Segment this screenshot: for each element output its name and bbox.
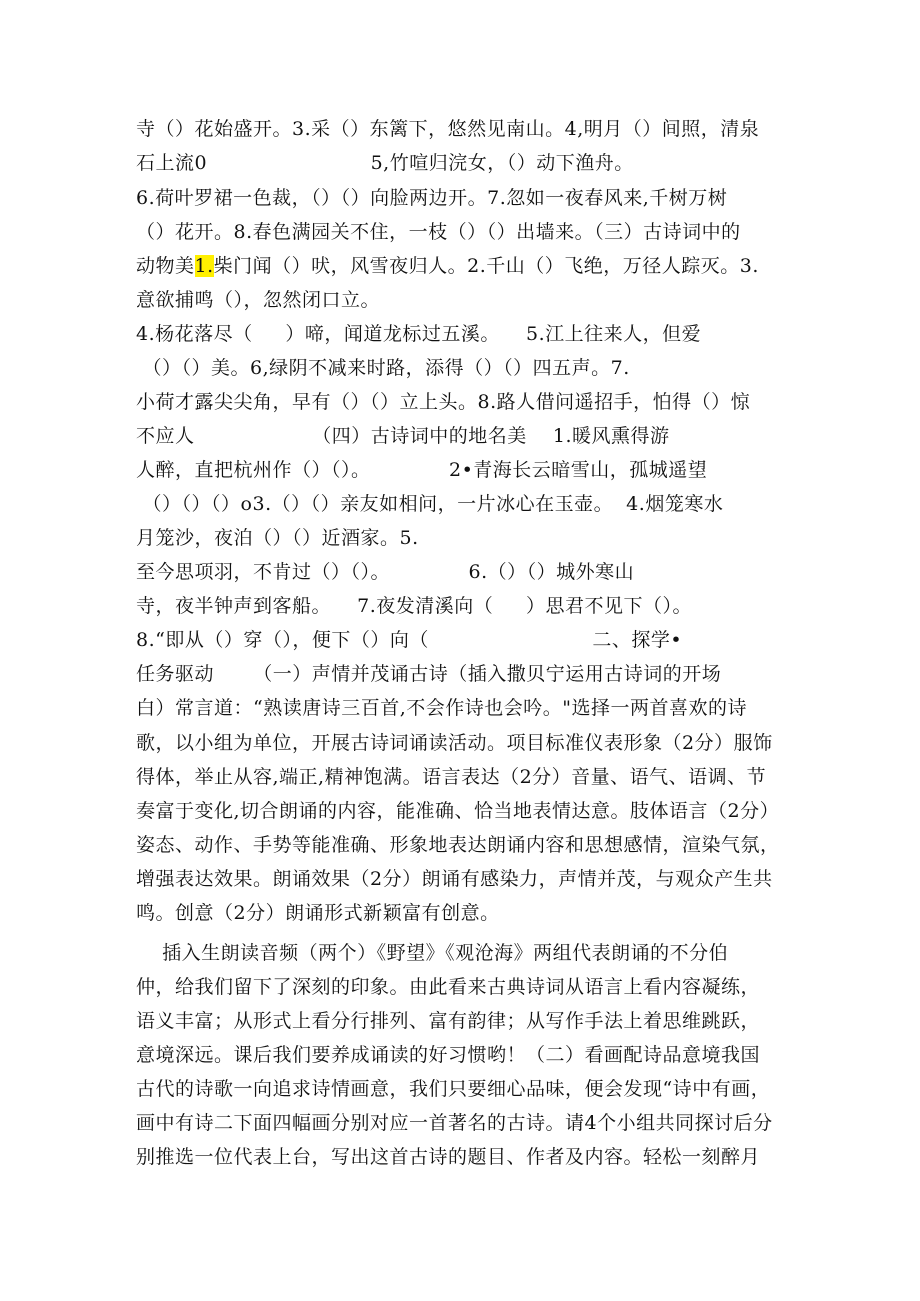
text-line-23: 增强表达效果。朗诵效果（2分）朗诵有感染力，声情并茂，与观众产生共 xyxy=(136,868,773,890)
text-line-2: 石上流0 5,竹喧归浣女，（）动下渔舟。 xyxy=(136,152,634,174)
text-line-18: 白）常言道：“熟读唐诗三百首,不会作诗也会吟。"选择一两首喜欢的诗 xyxy=(136,697,747,719)
text-line-15: 寺，夜半钟声到客船。 7.夜发清溪向（ ）思君不见下（）。 xyxy=(136,595,692,617)
text-line-24: 鸣。创意（2分）朗诵形式新颖富有创意。 xyxy=(136,902,500,924)
text-line-30: 画中有诗二下面四幅画分别对应一首著名的古诗。请4个小组共同探讨后分 xyxy=(136,1112,773,1134)
text-line-22: 姿态、动作、手势等能准确、形象地表达朗诵内容和思想感情，渲染气氛， xyxy=(136,834,780,856)
text-line-1: 寺（）花始盛开。3.采（）东篱下，悠然见南山。4,明月（）间照，清泉 xyxy=(136,118,760,140)
text-line-9: 小荷才露尖尖角，早有（）（）立上头。8.路人借问遥招手，怕得（）惊 xyxy=(136,391,751,413)
text-line-14: 至今思项羽，不肯过（）（）。 6.（）（）城外寒山 xyxy=(136,561,635,583)
text-line-16: 8.“即从（）穿（），便下（）向（ 二、探学• xyxy=(136,629,683,651)
text-line-28: 意境深远。课后我们要养成诵读的好习惯哟！（二）看画配诗品意境我国 xyxy=(136,1044,761,1066)
text-line-20: 得体，举止从容,端正,精神饱满。语言表达（2分）音量、语气、语调、节 xyxy=(136,766,767,788)
text-line-25: 插入生朗读音频（两个）《野望》《观沧海》两组代表朗诵的不分伯 xyxy=(136,942,729,964)
text-line-5-start: 动物美 xyxy=(136,255,195,277)
text-line-5-end: 柴门闻（）吠，风雪夜归人。2.千山（）飞绝，万径人踪灭。3. xyxy=(213,255,759,277)
text-line-27: 语义丰富；从形式上看分行排列、富有韵律；从写作手法上着思维跳跃， xyxy=(136,1010,761,1032)
text-line-10: 不应人 （四）古诗词中的地名美 1.暖风熏得游 xyxy=(136,425,670,447)
text-line-17: 任务驱动 （一）声情并茂诵古诗（插入撒贝宁运用古诗词的开场 xyxy=(136,663,722,685)
text-line-12: （）（）（）o3.（）（）亲友如相问，一片冰心在玉壶。 4.烟笼寒水 xyxy=(136,493,724,515)
text-line-4: （）花开。8.春色满园关不住，一枝（）（）出墙来。（三）古诗词中的 xyxy=(136,221,741,243)
text-line-19: 歌，以小组为单位，开展古诗词诵读活动。项目标准仪表形象（2分）服饰 xyxy=(136,732,773,754)
highlighted-text: 1. xyxy=(194,255,214,277)
text-line-8: （）（）美。6,绿阴不减来时路，添得（）（）四五声。7. xyxy=(136,357,630,379)
text-line-3: 6.荷叶罗裙一色裁，（）（）向脸两边开。7.忽如一夜春风来,千树万树 xyxy=(136,187,728,209)
text-line-7: 4.杨花落尽（ ）啼，闻道龙标过五溪。 5.江上往来人，但爱 xyxy=(136,323,702,345)
text-line-31: 别推选一位代表上台，写出这首古诗的题目、作者及内容。轻松一刻醉月 xyxy=(136,1146,761,1168)
text-line-6: 意欲捕鸣（），忽然闭口立。 xyxy=(136,289,381,311)
text-line-5 xyxy=(136,254,759,278)
text-line-26: 仲，给我们留下了深刻的印象。由此看来古典诗词从语言上看内容凝练， xyxy=(136,976,761,998)
text-line-21: 奏富于变化,切合朗诵的内容，能准确、恰当地表情达意。肢体语言（2分） xyxy=(136,800,780,822)
text-line-11: 人醉，直把杭州作（）（）。 2•青海长云暗雪山，孤城遥望 xyxy=(136,459,708,481)
text-line-13: 月笼沙，夜泊（）（）近酒家。5. xyxy=(136,527,419,549)
text-line-29: 古代的诗歌一向追求诗情画意，我们只要细心品味，便会发现“诗中有画， xyxy=(136,1078,771,1100)
